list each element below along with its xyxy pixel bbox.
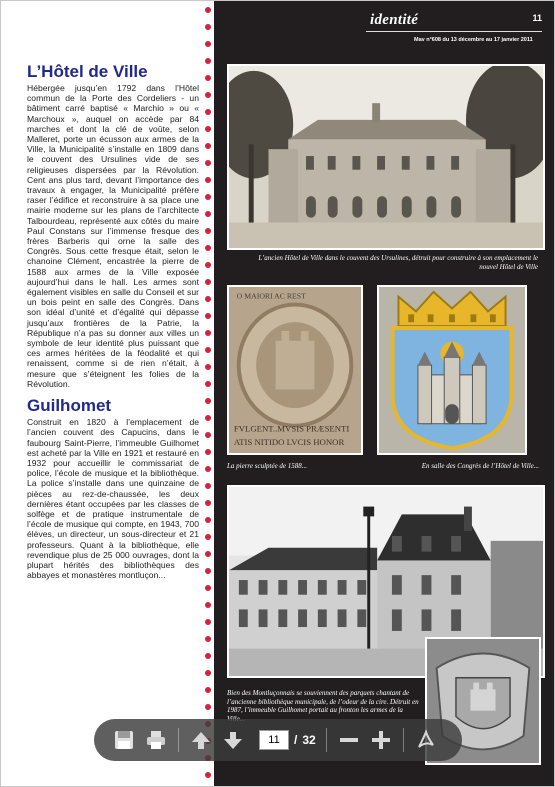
binding-dot bbox=[205, 653, 211, 659]
binding-dot bbox=[205, 619, 211, 625]
binding-dot bbox=[205, 381, 211, 387]
binding-dot bbox=[205, 772, 211, 778]
binding-dot bbox=[205, 585, 211, 591]
plus-icon bbox=[370, 729, 392, 751]
binding-dot bbox=[205, 126, 211, 132]
binding-dot bbox=[205, 262, 211, 268]
rubric-title: identité bbox=[370, 12, 419, 28]
photo-coat-of-arms bbox=[377, 285, 527, 455]
page-number: 11 bbox=[532, 13, 542, 23]
binding-dot bbox=[205, 279, 211, 285]
caption-carved-stone: La pierre sculptée de 1588... bbox=[227, 462, 308, 470]
save-icon bbox=[113, 729, 135, 751]
zoom-out-button[interactable] bbox=[336, 727, 362, 753]
binding-dot bbox=[205, 517, 211, 523]
binding-dot bbox=[205, 500, 211, 506]
section-title-guilhomet: Guilhomet bbox=[27, 396, 112, 416]
photo-panel bbox=[214, 1, 555, 787]
binding-dot bbox=[205, 24, 211, 30]
photo-carved-stone bbox=[227, 285, 363, 455]
binding-dot bbox=[205, 109, 211, 115]
binding-dot bbox=[205, 704, 211, 710]
caption-coat-of-arms: En salle des Congrès de l’Hôtel de Ville... bbox=[421, 462, 539, 470]
binding-dot bbox=[205, 330, 211, 336]
binding-dot bbox=[205, 551, 211, 557]
binding-dot bbox=[205, 466, 211, 472]
binding-dot bbox=[205, 670, 211, 676]
binding-dot bbox=[205, 483, 211, 489]
print-button[interactable] bbox=[143, 727, 169, 753]
binding-dot bbox=[205, 41, 211, 47]
text-column bbox=[1, 1, 211, 787]
rubric-underline bbox=[366, 31, 542, 32]
binding-dot bbox=[205, 415, 211, 421]
binding-dot bbox=[205, 313, 211, 319]
previous-page-button[interactable] bbox=[188, 727, 214, 753]
caption-guilhomet: Bien des Montluçonnais se souviennent des parquets chantant de l’ancienne bibliothèque municipale, de l’odeur de la cire. Détruit en 1987, l’immeuble Guilhomet portait au fronton les armes de la bbox=[227, 689, 419, 714]
binding-dot bbox=[205, 449, 211, 455]
print-icon bbox=[145, 729, 167, 751]
binding-dot bbox=[205, 143, 211, 149]
arrow-up-icon bbox=[190, 729, 212, 751]
binding-dot bbox=[205, 568, 211, 574]
section-title-hotel-de-ville: L’Hôtel de Ville bbox=[27, 62, 148, 81]
acrobat-icon bbox=[415, 729, 437, 751]
toolbar-divider bbox=[326, 728, 327, 752]
binding-dot bbox=[205, 534, 211, 540]
binding-dot bbox=[205, 194, 211, 200]
toolbar-divider bbox=[403, 728, 404, 752]
toolbar-divider bbox=[178, 728, 179, 752]
zoom-in-button[interactable] bbox=[368, 727, 394, 753]
binding-dot bbox=[205, 347, 211, 353]
binding-dot bbox=[205, 636, 211, 642]
arrow-down-icon bbox=[222, 729, 244, 751]
binding-dot bbox=[205, 432, 211, 438]
binding-dot bbox=[205, 602, 211, 608]
binding-dot bbox=[205, 687, 211, 693]
next-page-button[interactable] bbox=[220, 727, 246, 753]
pdf-toolbar bbox=[94, 719, 462, 761]
stone-inscription-top: O MAIORI AC REST bbox=[236, 291, 306, 301]
total-pages: 32 bbox=[302, 733, 316, 747]
binding-dot bbox=[205, 92, 211, 98]
binding-dot bbox=[205, 75, 211, 81]
stone-inscription-line1: FVLGENT..MVSIS PRÆSENTI bbox=[233, 423, 350, 434]
binding-dot bbox=[205, 398, 211, 404]
save-button[interactable] bbox=[111, 727, 137, 753]
open-in-acrobat-button[interactable] bbox=[413, 727, 439, 753]
section-text-guilhomet: Construit en 1820 à l’emplacement de l’ancien couvent des Capucins, dans le faubourg Saint-Pierre, l’immeuble Guilhomet est acheté par la Ville en 1921 et restauré en 1932 pour accueillir le commissariat de police, l’école de musique et la bibliothèque. La police s’installe dans une quinzaine de pièces au rez-de-chaussée, les deux dernières étant occupées par les classes de solfège et de pratique instrumentale de l’école de musique qui compte, en 1943, 700 élèves, un directeur, un sous-directeur et 21 professeurs. Quant à la bibliothèque, elle revendique plus de 25 000 ouvrages, dont la plupart hérités des bibliothèques des abbayes et monastères montluçon... bbox=[27, 417, 199, 581]
issue-line: Mav n°608 du 13 décembre au 17 janvier 2011 bbox=[414, 37, 533, 43]
binding-dot bbox=[205, 211, 211, 217]
photo-old-town-hall bbox=[227, 64, 545, 250]
binding-dot bbox=[205, 7, 211, 13]
section-text-hotel-de-ville: Hébergée jusqu’en 1792 dans l’Hôtel commun de la Porte des Cordeliers - un bâtiment carré baptisé « Marchio » ou « Marchoux », auquel on accède par 84 marches et dont la clé de voûte, selon Malleret, porte un écusson aux armes de la Ville, la Municipalité s’installe en 1809 dans le couvent des Ursulines vide de ses religieuses dispersées par la Révolution. Cent ans plus tard, devant l’importance des travaux à engager, la Municipalité préfère raser l’édifice et reconstruire à sa place une mairie moderne sur les plans de l’architecte Talbourdeau, représenté aux côtés du maire Paul Constans sur l’immense fresque des frères Barberis qui orne la salle des Congrès. Sous cette fresque était, selon le chanoine Clément, encastrée la pierre de 1588 aux armes de la Ville exposée aujourd’hui dans le hall. Les armes sont également visibles en salle du Conseil et sur un bois peint en salle des Congrès. Dans son idéal d’unité et d’égalité qui dépasse jusqu’aux frontières de la Patrie, la République n’a pas su donner aux villes un symbole de leur identité plus puissant que ces armes héritées de la féodalité et qui renaissent, comme si de rien n’était, à mesure que s’éteignent les folies de la Révolution. bbox=[27, 83, 199, 389]
binding-dot bbox=[205, 160, 211, 166]
binding-dot bbox=[205, 245, 211, 251]
stone-inscription-line2: ATIS NITIDO LVCIS HONOR bbox=[233, 437, 345, 448]
binding-dot bbox=[205, 177, 211, 183]
binding-dot bbox=[205, 364, 211, 370]
page-number-input[interactable]: 11 bbox=[259, 730, 289, 750]
binding-dot bbox=[205, 296, 211, 302]
binding-dot bbox=[205, 228, 211, 234]
page-separator: / bbox=[294, 733, 298, 747]
binding-dot bbox=[205, 58, 211, 64]
caption-old-town-hall: L’ancien Hôtel de Ville dans le couvent des Ursulines, détruit pour construire à son emplacement le nouvel Hôtel de Ville bbox=[258, 254, 538, 271]
minus-icon bbox=[338, 729, 360, 751]
